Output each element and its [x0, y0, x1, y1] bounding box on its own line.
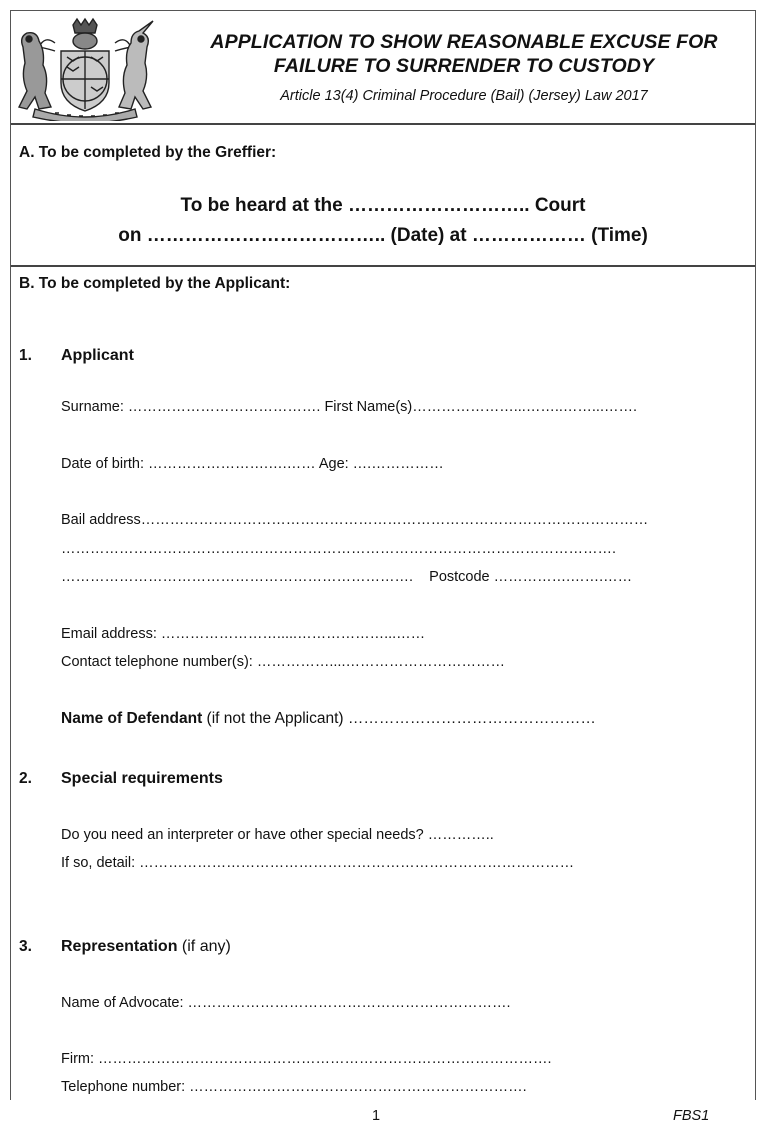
form-subtitle: Article 13(4) Criminal Procedure (Bail) (Jersey) Law 2017	[280, 88, 648, 104]
firm-field: Firm: ………………………………………………………………………………….	[61, 1051, 552, 1067]
section-a-label: A. To be completed by the Greffier:	[19, 144, 277, 161]
q1-heading: Applicant	[61, 347, 134, 364]
q3-heading-suffix: (if any)	[177, 938, 231, 955]
special-needs-detail-field: If so, detail: ………………………………………………………………………………	[61, 855, 575, 871]
defendant-label: Name of Defendant	[61, 710, 203, 727]
form-frame	[10, 10, 756, 1100]
section-a	[11, 125, 755, 267]
form-header	[11, 11, 755, 125]
telephone-number-field: Telephone number: …………………………………………………………….	[61, 1079, 527, 1095]
form-title-line2: FAILURE TO SURRENDER TO CUSTODY	[273, 55, 655, 77]
hearing-court-line: To be heard at the ……………………….. Court	[180, 195, 586, 216]
q3-number: 3.	[19, 938, 32, 955]
q3-heading-text: Representation	[61, 938, 178, 955]
form-code: FBS1	[673, 1108, 710, 1124]
hearing-date-time-line: on ……………………………….. (Date) at ……………… (Time)	[118, 225, 648, 246]
q3-heading	[61, 938, 231, 956]
bail-address-line2: …………………………………………………………………………………………………….	[61, 541, 617, 557]
bail-address-field: Bail address……………………………………………………………………………………………	[61, 512, 649, 528]
bail-address-postcode-line: ………………………………………………………………. Postcode …………….…….……	[61, 569, 633, 585]
section-b-label: B. To be completed by the Applicant:	[19, 275, 291, 292]
q2-heading: Special requirements	[61, 770, 223, 787]
contact-telephone-field: Contact telephone number(s): ……………....……………………………	[61, 654, 505, 670]
date-of-birth-age-field: Date of birth: …………………….….…… Age: ….……………	[61, 456, 444, 472]
defendant-name-field	[61, 710, 596, 728]
royal-coat-of-arms-icon	[15, 17, 155, 121]
surname-first-name-field: Surname: …………………………………. First Name(s)…………………...……..……...…….	[61, 399, 638, 415]
defendant-dots: (if not the Applicant) …………………………………………	[202, 710, 596, 727]
q1-number: 1.	[19, 347, 32, 364]
email-address-field: Email address: …………………….....………………...……	[61, 626, 426, 642]
page-number: 1	[372, 1108, 381, 1124]
advocate-name-field: Name of Advocate: ………………………………………………………….	[61, 995, 511, 1011]
form-title-line1: APPLICATION TO SHOW REASONABLE EXCUSE FOR	[210, 31, 718, 53]
q2-number: 2.	[19, 770, 32, 787]
interpreter-question: Do you need an interpreter or have other special needs? …………..	[61, 827, 494, 843]
